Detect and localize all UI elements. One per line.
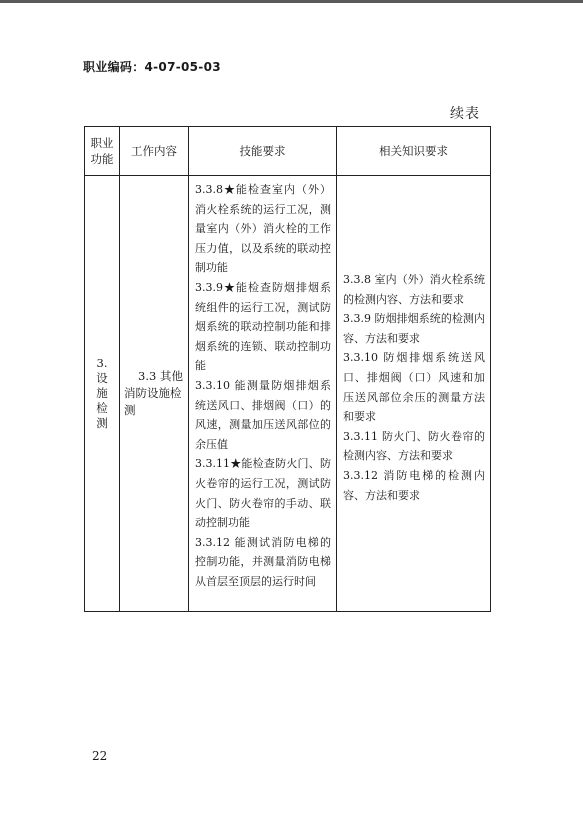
- header-work-content-label: 工作内容: [131, 144, 177, 158]
- knowledge-item: [343, 270, 485, 309]
- continued-label: 续表: [450, 106, 480, 122]
- skill-item: [195, 376, 331, 454]
- header-work-content: [120, 127, 189, 176]
- skill-item: [195, 454, 331, 532]
- function-char: 测: [96, 416, 108, 430]
- function-char: 设: [96, 371, 108, 385]
- skill-item: [195, 533, 331, 592]
- knowledge-item: [343, 348, 485, 426]
- skill-item-text: 3.3.9★能检查防烟排烟系统组件的运行工况，测试防烟系统的联动控制功能和排烟系统的连锁、联动控制功能: [195, 280, 331, 373]
- skill-requirements-table: [84, 126, 491, 612]
- knowledge-item: [343, 309, 485, 348]
- skills-cell: [189, 176, 337, 612]
- function-char: 3.: [96, 356, 108, 370]
- occupation-code: 职业编码：4-07-05-03: [83, 60, 221, 74]
- header-knowledge-requirements: [337, 127, 491, 176]
- knowledge-item-text: 3.3.10 防烟排烟系统送风口、排烟阀（口）风速和加压送风部位余压的测量方法和要求: [343, 351, 485, 424]
- knowledge-item-text: 3.3.12 消防电梯的检测内容、方法和要求: [343, 468, 485, 502]
- work-content-cell: [120, 176, 189, 612]
- knowledge-item: [343, 466, 485, 505]
- function-cell: [85, 176, 120, 612]
- skill-item-text: 3.3.10 能测量防烟排烟系统送风口、排烟阀（口）的风速，测量加压送风部位的余压值: [195, 378, 331, 451]
- knowledge-item-text: 3.3.8 室内（外）消火栓系统的检测内容、方法和要求: [343, 273, 485, 306]
- skill-item-text: 3.3.8★能检查室内（外）消火栓系统的运行工况，测量室内（外）消火栓的工作压力值，以及系统的联动控制功能: [195, 183, 331, 275]
- function-char: 施: [96, 386, 108, 400]
- table-row: [85, 176, 491, 612]
- skill-item-text: 3.3.11★能检查防火门、防火卷帘的运行工况，测试防火门、防火卷帘的手动、联动控制功能: [195, 457, 331, 530]
- knowledge-item: [343, 427, 485, 466]
- table-header-row: [85, 127, 491, 176]
- header-function-label: 职业功能: [90, 136, 114, 166]
- knowledge-item-text: 3.3.11 防火门、防火卷帘的检测内容、方法和要求: [343, 429, 485, 463]
- function-char: 检: [96, 401, 108, 415]
- knowledge-item-text: 3.3.9 防烟排烟系统的检测内容、方法和要求: [343, 312, 485, 345]
- work-content-text: 3.3 其他消防设施检测: [124, 369, 183, 417]
- header-skill-label: 技能要求: [239, 144, 286, 158]
- skill-item: [195, 180, 331, 278]
- top-border-line: [0, 0, 583, 3]
- skill-item-text: 3.3.12 能测试消防电梯的控制功能，并测量消防电梯从首层至顶层的运行时间: [195, 535, 331, 588]
- header-skill-requirements: [189, 127, 337, 176]
- header-function: [85, 127, 120, 176]
- skill-item: [195, 278, 331, 376]
- page-number: 22: [92, 749, 108, 763]
- knowledge-cell: [337, 176, 491, 612]
- header-knowledge-label: 相关知识要求: [379, 144, 448, 158]
